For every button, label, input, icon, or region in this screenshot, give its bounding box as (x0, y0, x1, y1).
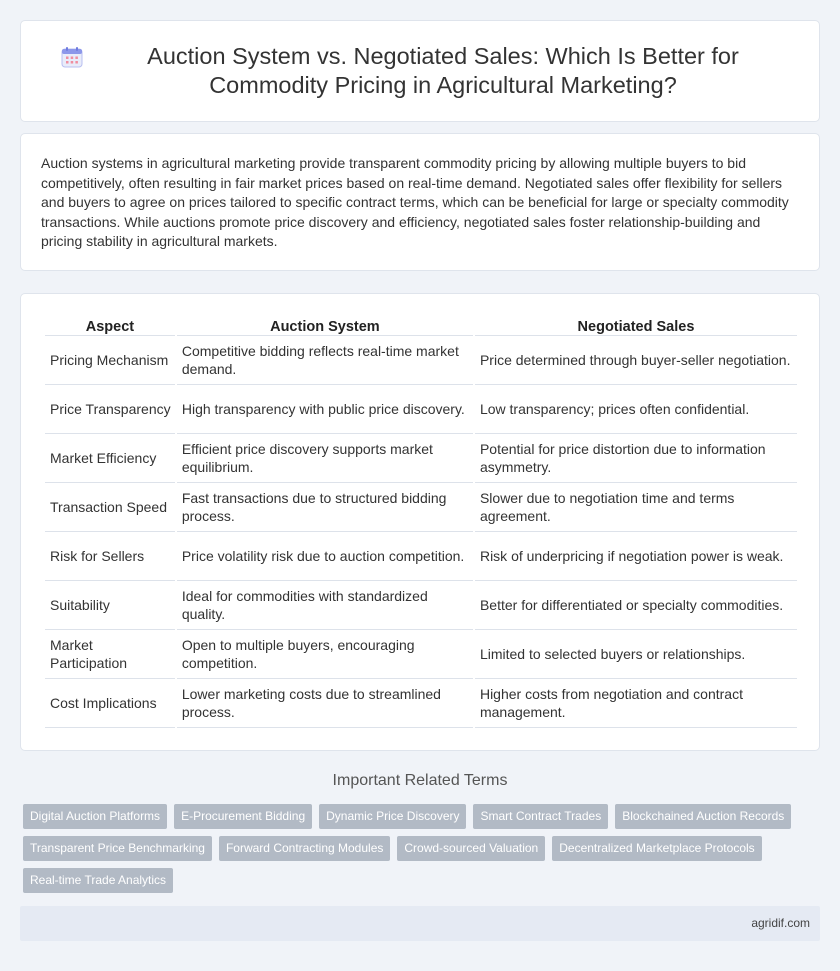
comparison-card (20, 293, 820, 751)
auction-cell: Ideal for commodities with standardized quality. (177, 581, 473, 630)
footer-site-link[interactable]: agridif.com (751, 916, 810, 930)
table-row (45, 532, 797, 581)
negotiated-cell: Low transparency; prices often confidential. (475, 385, 797, 434)
negotiated-cell: Price determined through buyer-seller negotiation. (475, 336, 797, 385)
aspect-cell: Risk for Sellers (45, 532, 175, 581)
comparison-table (43, 314, 799, 728)
auction-cell: Efficient price discovery supports market equilibrium. (177, 434, 473, 483)
related-term-tag[interactable]: Smart Contract Trades (473, 804, 608, 829)
table-header-row (45, 314, 797, 336)
table-row (45, 581, 797, 630)
header-auction-system: Auction System (177, 314, 473, 336)
table-row (45, 483, 797, 532)
aspect-cell: Market Efficiency (45, 434, 175, 483)
page-title: Auction System vs. Negotiated Sales: Which Is Better for Commodity Pricing in Agricultural Marketing? (147, 43, 739, 98)
table-row (45, 385, 797, 434)
negotiated-cell: Higher costs from negotiation and contract management. (475, 679, 797, 728)
footer-bar (20, 906, 820, 941)
related-term-tag[interactable]: Crowd-sourced Valuation (397, 836, 545, 861)
negotiated-cell: Slower due to negotiation time and terms agreement. (475, 483, 797, 532)
aspect-cell: Cost Implications (45, 679, 175, 728)
header-aspect: Aspect (45, 314, 175, 336)
header-negotiated-sales: Negotiated Sales (475, 314, 797, 336)
related-term-tag[interactable]: Forward Contracting Modules (219, 836, 390, 861)
related-term-tag[interactable]: Dynamic Price Discovery (319, 804, 466, 829)
intro-card (20, 133, 820, 271)
related-term-tag[interactable]: Digital Auction Platforms (23, 804, 167, 829)
aspect-cell: Market Participation (45, 630, 175, 679)
related-term-tag[interactable]: E-Procurement Bidding (174, 804, 312, 829)
auction-cell: Lower marketing costs due to streamlined process. (177, 679, 473, 728)
auction-cell: Competitive bidding reflects real-time market demand. (177, 336, 473, 385)
aspect-cell: Pricing Mechanism (45, 336, 175, 385)
title-card (20, 20, 820, 122)
aspect-cell: Price Transparency (45, 385, 175, 434)
auction-cell: Open to multiple buyers, encouraging competition. (177, 630, 473, 679)
negotiated-cell: Limited to selected buyers or relationships. (475, 630, 797, 679)
aspect-cell: Suitability (45, 581, 175, 630)
negotiated-cell: Risk of underpricing if negotiation power is weak. (475, 532, 797, 581)
table-row (45, 336, 797, 385)
related-terms-title: Important Related Terms (332, 772, 508, 789)
auction-cell: Price volatility risk due to auction competition. (177, 532, 473, 581)
negotiated-cell: Potential for price distortion due to information asymmetry. (475, 434, 797, 483)
related-term-tag[interactable]: Decentralized Marketplace Protocols (552, 836, 761, 861)
auction-cell: Fast transactions due to structured bidding process. (177, 483, 473, 532)
related-term-tag[interactable]: Real-time Trade Analytics (23, 868, 173, 893)
related-term-tag[interactable]: Transparent Price Benchmarking (23, 836, 212, 861)
title-wrap (21, 21, 819, 121)
aspect-cell: Transaction Speed (45, 483, 175, 532)
auction-cell: High transparency with public price discovery. (177, 385, 473, 434)
table-row (45, 679, 797, 728)
calendar-icon (61, 46, 83, 68)
negotiated-cell: Better for differentiated or specialty commodities. (475, 581, 797, 630)
related-terms-tags (23, 804, 813, 900)
table-row (45, 434, 797, 483)
table-row (45, 630, 797, 679)
intro-paragraph: Auction systems in agricultural marketing provide transparent commodity pricing by allowing multiple buyers to bid competitively, often resulting in fair market prices based on real-time demand. Negotiated sales offer flexibility for sellers and buyers to agree on prices tailored to specific contract terms, which can be beneficial for large or specialty commodity transactions. While auctions promote price discovery and efficiency, negotiated sales foster relationship-building and pricing stability in agricultural markets. (41, 155, 789, 249)
related-term-tag[interactable]: Blockchained Auction Records (615, 804, 791, 829)
